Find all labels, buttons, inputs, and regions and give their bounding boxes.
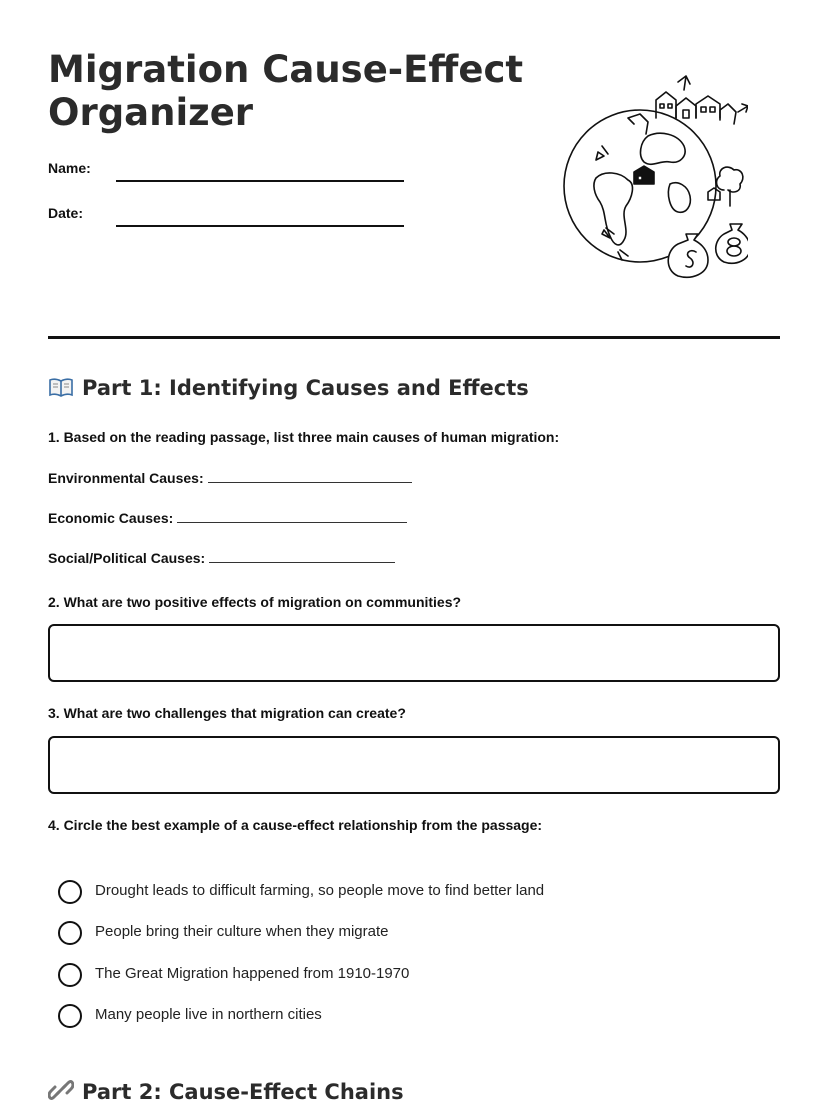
cause-label: Social/Political Causes: (48, 550, 206, 566)
answer-blank[interactable] (208, 470, 412, 483)
question-2: 2. What are two positive effects of migration on communities? (48, 594, 462, 610)
part2-heading (48, 1078, 404, 1107)
cause-row-social-political (48, 550, 395, 566)
circle-choice-icon[interactable] (58, 1004, 82, 1028)
page-title: Migration Cause-Effect Organizer (48, 48, 524, 134)
cause-label: Economic Causes: (48, 510, 174, 526)
circle-choice-icon[interactable] (58, 880, 82, 904)
circle-choice-icon[interactable] (58, 963, 82, 987)
option-label: The Great Migration happened from 1910-1970 (95, 965, 410, 982)
date-field[interactable] (116, 225, 404, 227)
cause-row-economic (48, 510, 407, 526)
migration-globe-illustration (548, 74, 748, 286)
question-3: 3. What are two challenges that migration can create? (48, 705, 406, 721)
name-label: Name: (48, 160, 91, 176)
part2-title: Part 2: Cause-Effect Chains (82, 1080, 404, 1104)
option-label: Drought leads to difficult farming, so people move to find better land (95, 882, 545, 899)
answer-blank[interactable] (177, 510, 407, 523)
part1-title: Part 1: Identifying Causes and Effects (82, 376, 529, 400)
circle-choice-icon[interactable] (58, 921, 82, 945)
cause-label: Environmental Causes: (48, 470, 204, 486)
section-divider (48, 336, 780, 339)
date-label: Date: (48, 205, 84, 221)
name-field[interactable] (116, 180, 404, 182)
option-label: People bring their culture when they migrate (95, 923, 389, 940)
part1-heading (48, 376, 529, 403)
answer-blank[interactable] (209, 550, 395, 563)
answer-box-q2[interactable] (48, 624, 780, 682)
link-icon (48, 1078, 74, 1107)
option-label: Many people live in northern cities (95, 1006, 322, 1023)
open-book-icon (48, 376, 74, 403)
cause-row-environmental (48, 470, 412, 486)
question-4: 4. Circle the best example of a cause-effect relationship from the passage: (48, 817, 543, 833)
question-1: 1. Based on the reading passage, list three main causes of human migration: (48, 429, 560, 445)
answer-box-q3[interactable] (48, 736, 780, 794)
